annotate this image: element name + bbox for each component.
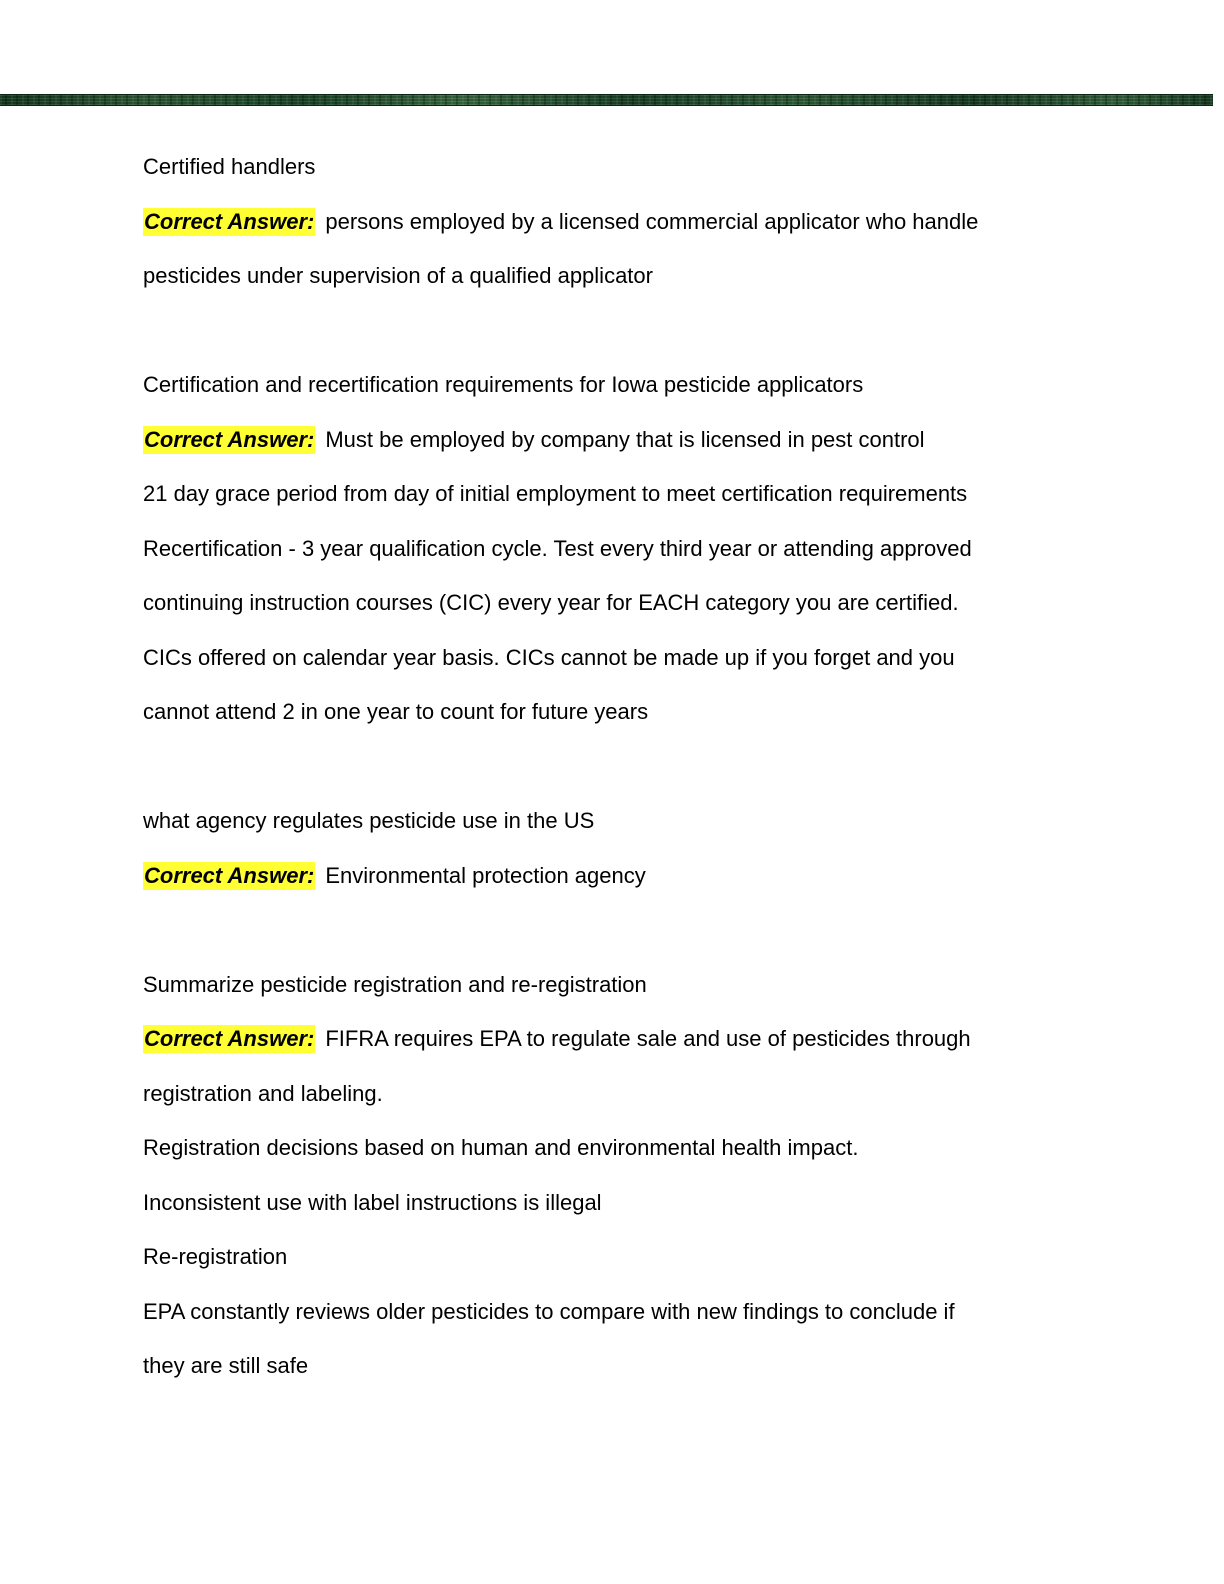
question-text: what agency regulates pesticide use in the US	[143, 808, 595, 833]
answer-line: continuing instruction courses (CIC) every year for EACH category you are certified.	[143, 590, 959, 615]
header-band	[0, 94, 1213, 106]
qa-item-certified-handlers	[143, 140, 1143, 304]
answer-line: cannot attend 2 in one year to count for future years	[143, 699, 649, 724]
answer-line: they are still safe	[143, 1353, 309, 1378]
answer-text: Must be employed by company that is licensed in pest control	[325, 426, 925, 452]
answer-line	[143, 849, 1143, 904]
qa-item-regulating-agency	[143, 794, 1143, 903]
answer-line	[143, 1012, 1143, 1067]
qa-item-registration-summary	[143, 958, 1143, 1394]
answer-line: CICs offered on calendar year basis. CICs cannot be made up if you forget and you	[143, 644, 955, 670]
correct-answer-label: Correct Answer:	[144, 426, 315, 452]
answer-line: pesticides under supervision of a qualified applicator	[143, 263, 653, 288]
question-text: Summarize pesticide registration and re-registration	[143, 971, 647, 997]
answer-line: Registration decisions based on human and environmental health impact.	[143, 1135, 859, 1160]
answer-line	[143, 195, 1143, 250]
answer-text: persons employed by a licensed commercial applicator who handle	[325, 208, 979, 234]
answer-line: registration and labeling.	[143, 1080, 383, 1106]
correct-answer-label: Correct Answer:	[144, 208, 315, 234]
answer-line: Inconsistent use with label instructions is illegal	[143, 1189, 602, 1215]
answer-line: Re-registration	[143, 1244, 288, 1269]
answer-line	[143, 413, 1143, 468]
answer-text: FIFRA requires EPA to regulate sale and use of pesticides through	[325, 1026, 971, 1051]
answer-text: Environmental protection agency	[325, 862, 646, 888]
answer-line: 21 day grace period from day of initial employment to meet certification requirements	[143, 481, 968, 506]
answer-line: EPA constantly reviews older pesticides to compare with new findings to conclude if	[143, 1298, 955, 1324]
spacer	[143, 740, 1143, 795]
document-body	[143, 140, 1143, 1394]
correct-answer-label: Correct Answer:	[144, 1026, 315, 1051]
spacer	[143, 304, 1143, 359]
question-text: Certified handlers	[143, 154, 316, 179]
correct-answer-label: Correct Answer:	[144, 862, 315, 888]
qa-item-certification-requirements	[143, 358, 1143, 740]
spacer	[143, 903, 1143, 958]
answer-line: Recertification - 3 year qualification cycle. Test every third year or attending approved	[143, 535, 972, 561]
question-text: Certification and recertification requirements for Iowa pesticide applicators	[143, 372, 864, 397]
